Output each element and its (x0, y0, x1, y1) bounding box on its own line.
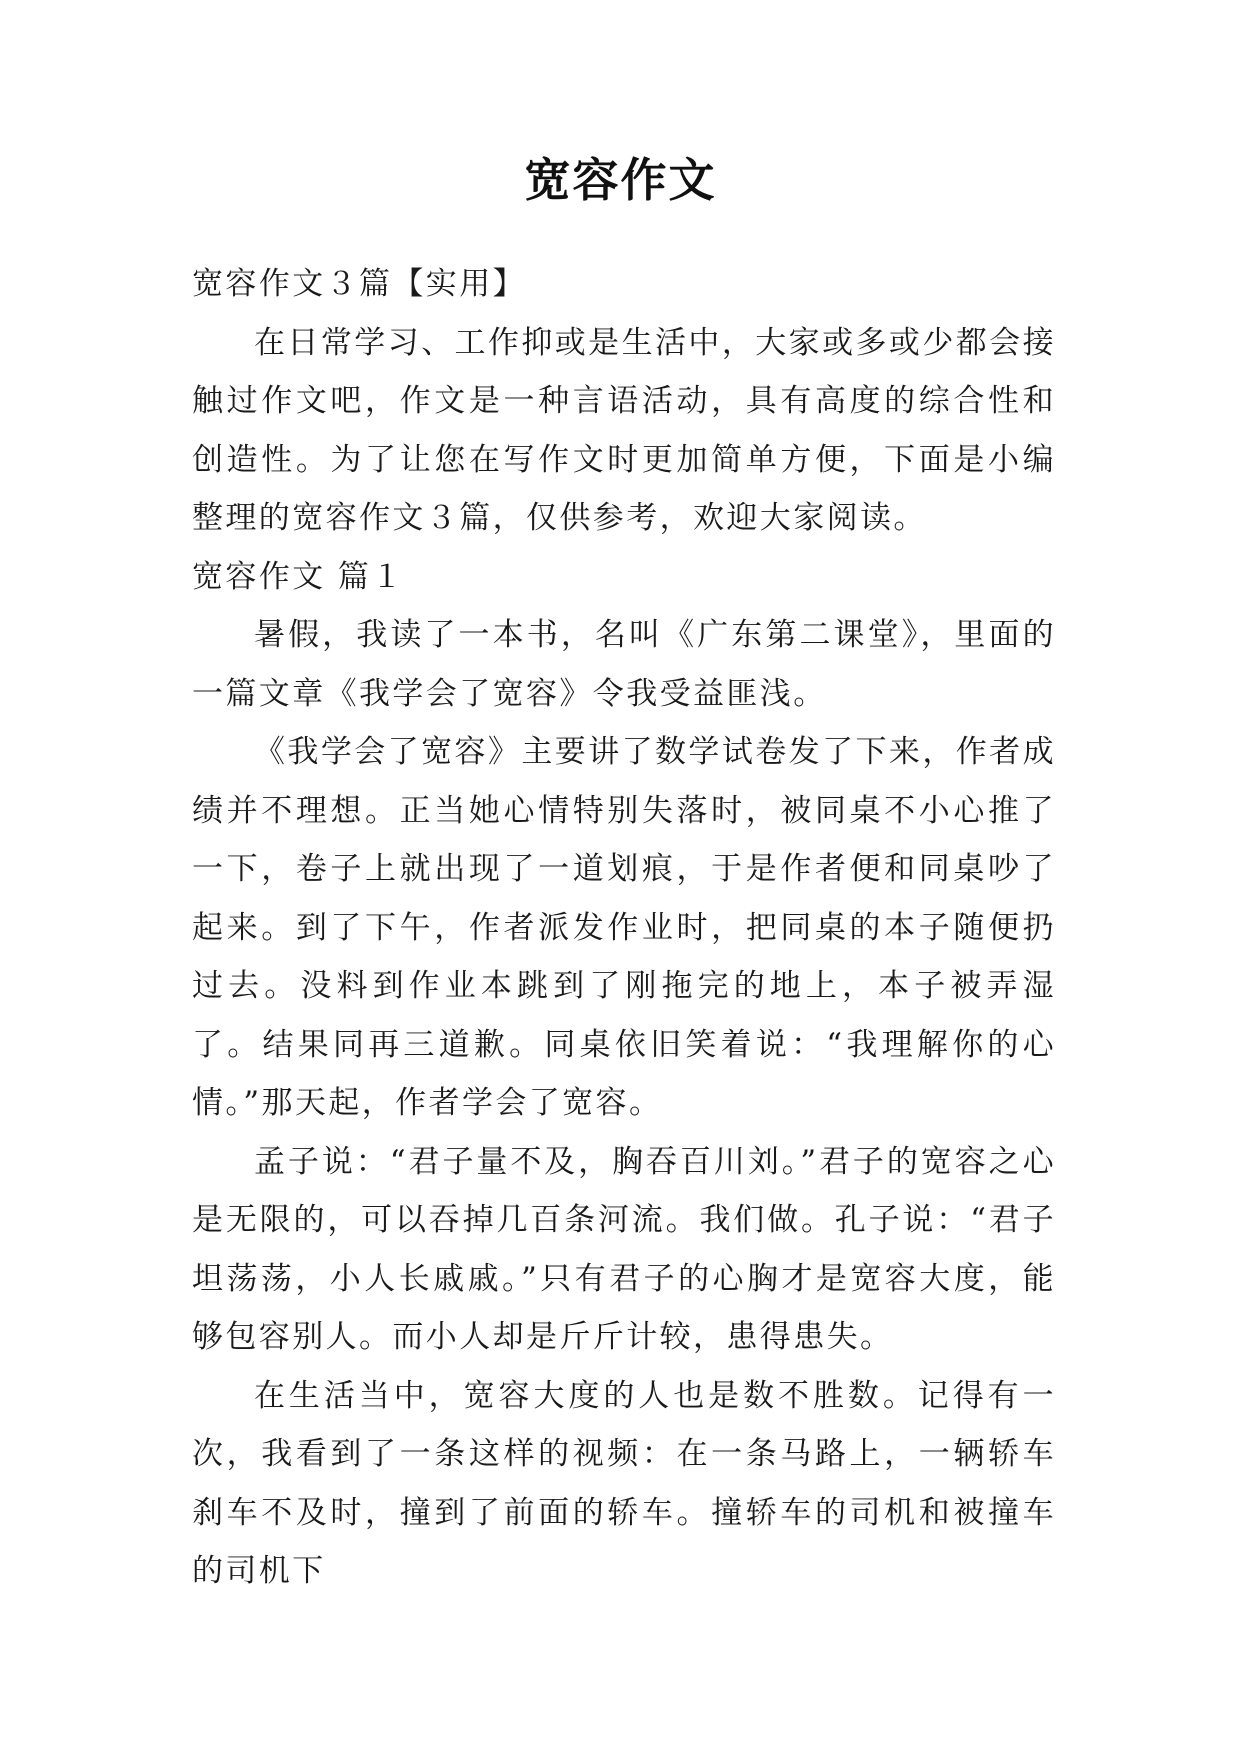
body-paragraph: 孟子说：“君子量不及，胸吞百川刘。”君子的宽容之心是无限的，可以吞掉几百条河流。我们做。孔子说：“君子坦荡荡，小人长戚戚。”只有君子的心胸才是宽容大度，能够包容别人。而小人却是斤斤计较，患得患失。 (192, 1143, 1056, 1355)
section-heading: 宽容作文 篇１ (192, 558, 405, 595)
document-body (192, 255, 1056, 1601)
subtitle-line: 宽容作文３篇【实用】 (192, 266, 526, 302)
body-paragraph: 暑假，我读了一本书，名叫《广东第二课堂》，里面的一篇文章《我学会了宽容》令我受益匪浅。 (192, 617, 1056, 712)
document-title: 宽容作文 (524, 153, 717, 207)
intro-paragraph: 在日常学习、工作抑或是生活中，大家或多或少都会接触过作文吧，作文是一种言语活动，具有高度的综合性和创造性。为了让您在写作文时更加简单方便，下面是小编整理的宽容作文３篇，仅供参考，欢迎大家阅读。 (192, 324, 1056, 536)
body-paragraph: 在生活当中，宽容大度的人也是数不胜数。记得有一次，我看到了一条这样的视频：在一条马路上，一辆轿车刹车不及时，撞到了前面的轿车。撞轿车的司机和被撞车的司机下 (192, 1377, 1056, 1589)
body-paragraph: 《我学会了宽容》主要讲了数学试卷发了下来，作者成绩并不理想。正当她心情特别失落时，被同桌不小心推了一下，卷子上就出现了一道划痕，于是作者便和同桌吵了起来。到了下午，作者派发作业时，把同桌的本子随便扔过去。没料到作业本跳到了刚拖完的地上，本子被弄湿了。结果同再三道歉。同桌依旧笑着说：“我理解你的心情。”那天起，作者学会了宽容。 (192, 734, 1056, 1121)
